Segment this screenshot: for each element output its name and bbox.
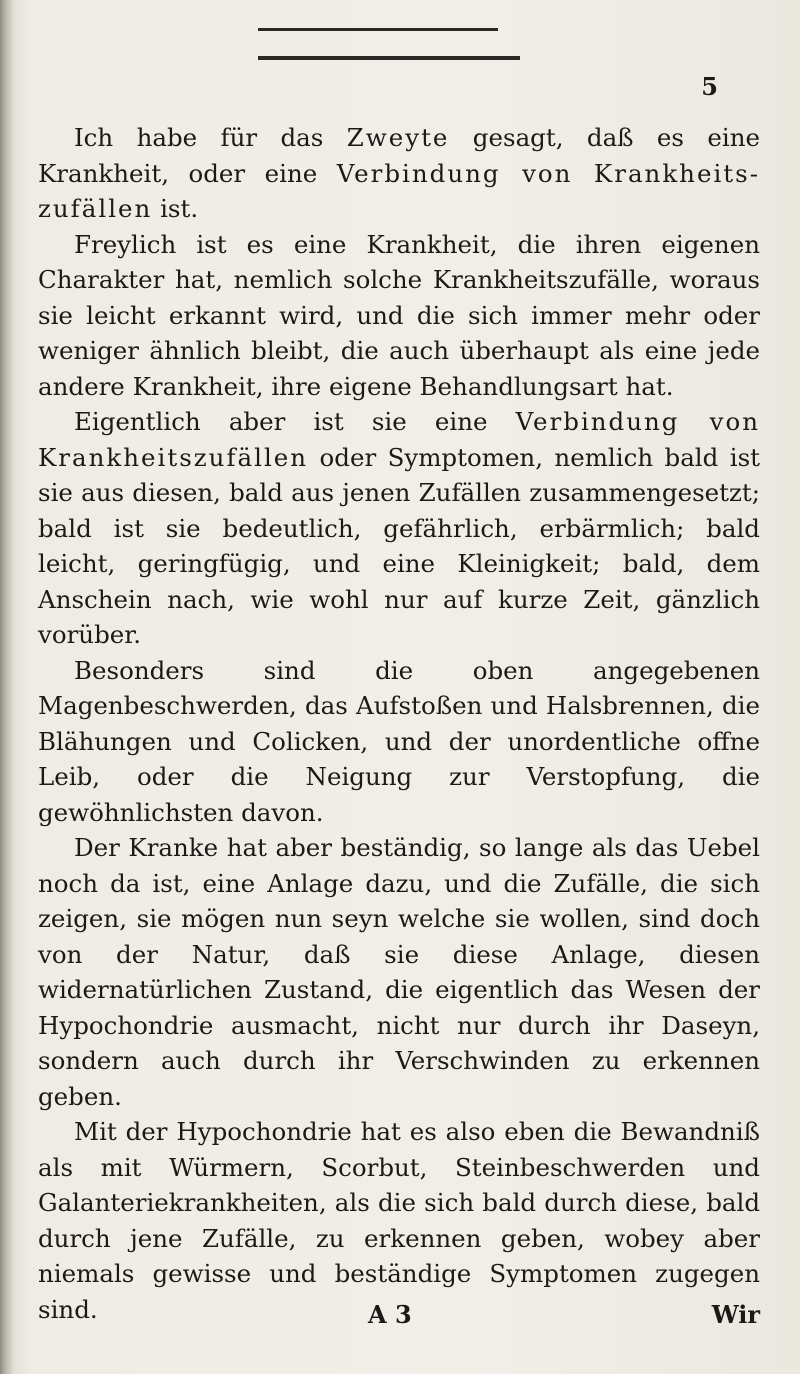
body-text <box>38 120 760 1327</box>
header-rule-bottom <box>258 56 520 60</box>
emphasized-text: Zweyte <box>346 123 450 152</box>
paragraph-text: Mit der Hypochondrie hat es also eben die Bewandniß als mit Würmern, Scorbut, Steinbeschwerden und Galanteriekrankheiten, als die sich bald durch diese, bald durch jene Zufälle, zu erkennen geben, wobey aber niemals gewisse und beständige Symptomen zugegen sind. <box>38 1117 760 1324</box>
signature-mark: A 3 <box>368 1300 412 1329</box>
paragraph <box>38 830 760 1114</box>
paragraph-text: Besonders sind die oben angegebenen Magenbeschwerden, das Aufstoßen und Halsbrennen, die Blähungen und Colicken, und der unordentliche offne Leib, oder die Neigung zur Verstopfung, die gewöhnlichsten davon. <box>38 655 760 827</box>
paragraph <box>38 653 760 831</box>
page-number: 5 <box>701 72 718 101</box>
page-binding-shadow <box>0 0 14 1374</box>
paragraph-text: ist. <box>152 194 199 223</box>
paragraph <box>38 120 760 227</box>
emphasized-text: Verbindung von Krankheits-zufällen <box>38 158 760 223</box>
paragraph <box>38 404 760 653</box>
paragraph-text: Eigentlich aber ist sie eine <box>74 407 516 436</box>
page-footer <box>38 1300 760 1340</box>
paragraph-text: oder Symptomen, nemlich bald ist sie aus diesen, bald aus jenen Zufällen zusammengesetzt; bald ist sie bedeutlich, gefährlich, erbärmlich; bald leicht, geringfügig, und eine Kleinigkeit; bald, dem Anschein nach, wie wohl nur auf kurze Zeit, gänzlich vorüber. <box>38 442 760 649</box>
catchword: Wir <box>711 1300 760 1329</box>
paragraph <box>38 1114 760 1327</box>
paragraph-text: gesagt, daß es eine Krankheit, oder eine <box>38 123 760 188</box>
paragraph <box>38 227 760 405</box>
paragraph-text: Freylich ist es eine Krankheit, die ihren eigenen Charakter hat, nemlich solche Krankheitszufälle, woraus sie leicht erkannt wird, und die sich immer mehr oder weniger ähnlich bleibt, die auch überhaupt als eine jede andere Krankheit, ihre eigene Behandlungsart hat. <box>38 229 760 401</box>
paragraph-text: Der Kranke hat aber beständig, so lange als das Uebel noch da ist, eine Anlage dazu, und die Zufälle, die sich zeigen, sie mögen nun seyn welche sie wollen, sind doch von der Natur, daß sie diese Anlage, diesen widernatürlichen Zustand, die eigentlich das Wesen der Hypochondrie ausmacht, nicht nur durch ihr Daseyn, sondern auch durch ihr Verschwinden zu erkennen geben. <box>38 833 760 1111</box>
emphasized-text: Verbindung von Krankheitszufällen <box>38 407 760 472</box>
header-rule-top <box>258 28 498 31</box>
paragraph-text: Ich habe für das <box>74 123 347 152</box>
